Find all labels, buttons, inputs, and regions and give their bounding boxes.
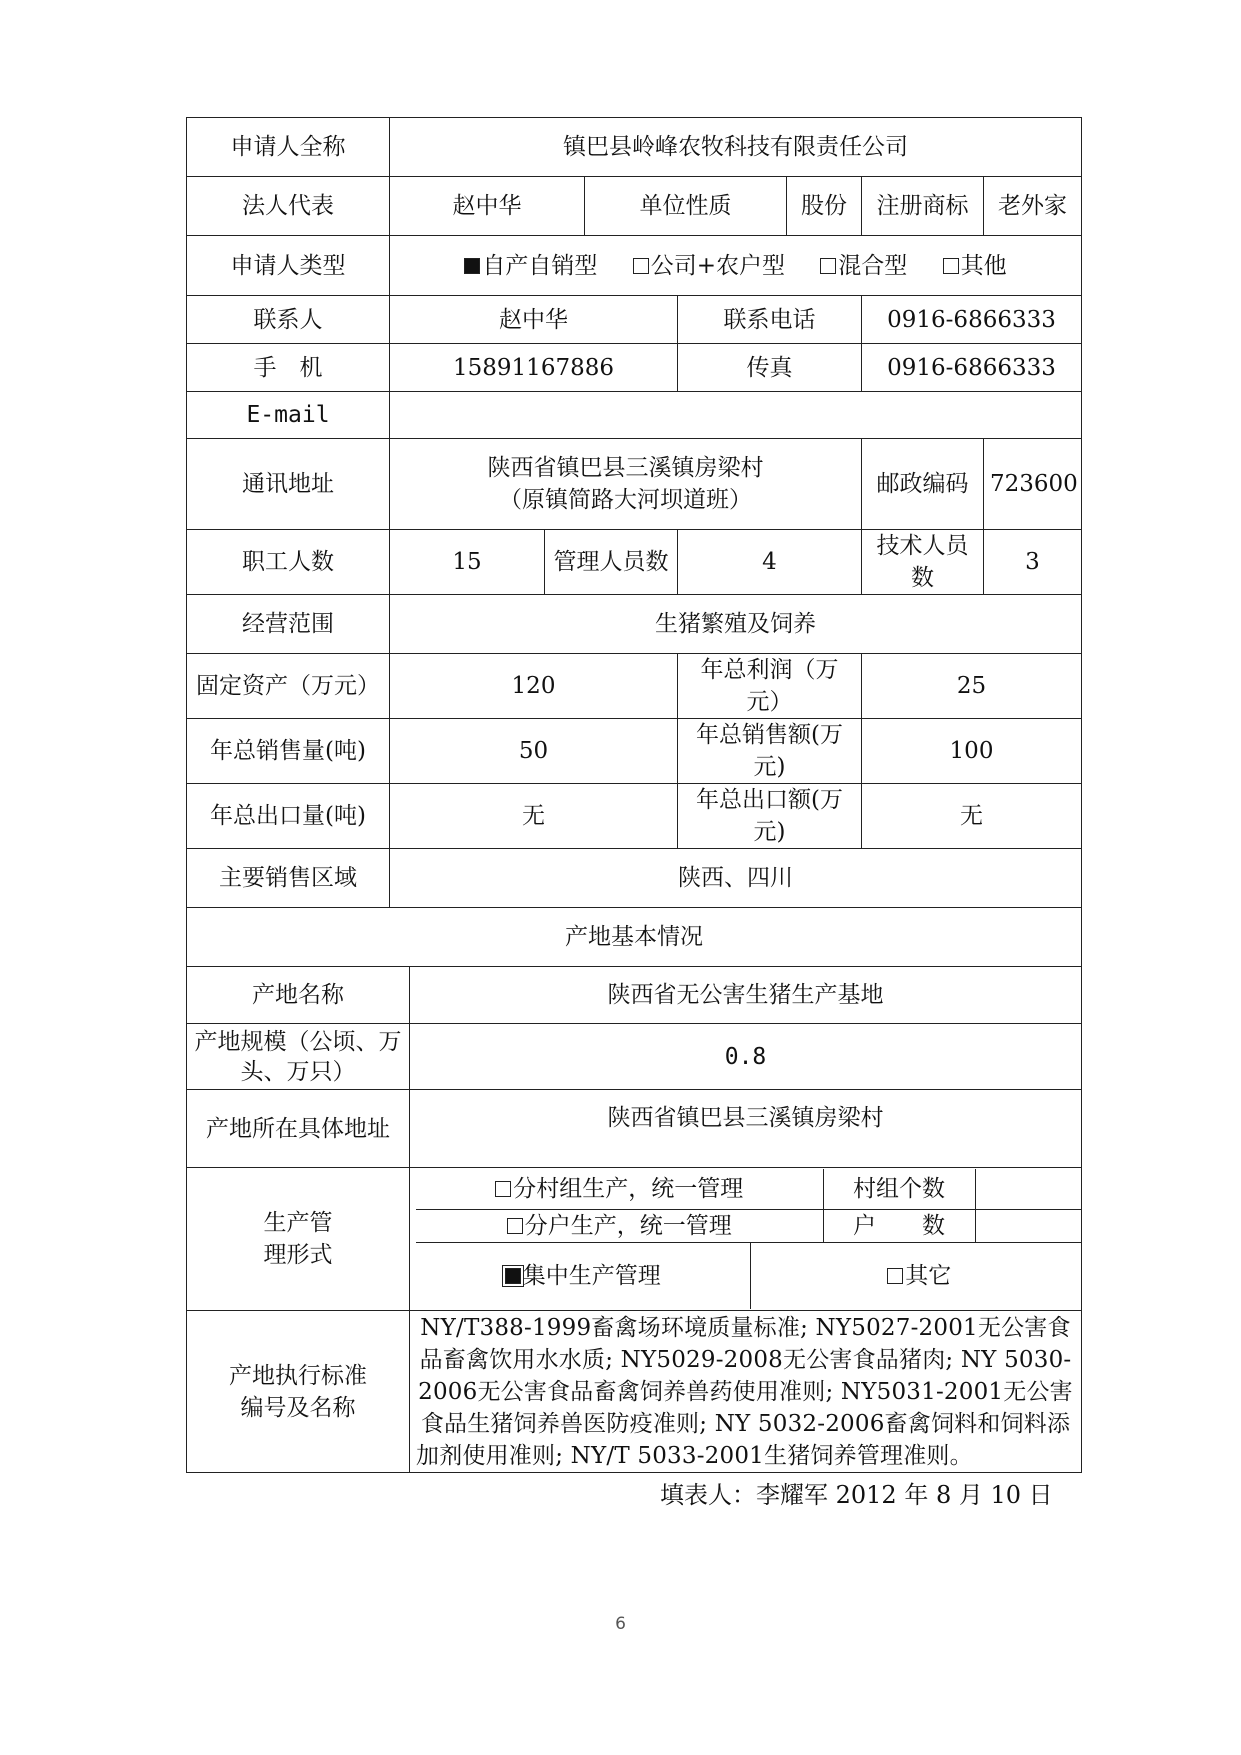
phone-label: 联系电话 [678, 296, 862, 344]
option-centralized[interactable] [416, 1243, 750, 1309]
village-count-value [975, 1169, 1082, 1210]
address-label: 通讯地址 [187, 439, 390, 530]
scope-value: 生猪繁殖及饲养 [390, 595, 1082, 654]
staff-value: 15 [390, 530, 545, 595]
sales-amount-label: 年总销售额(万元) [678, 719, 862, 784]
production-options-table [416, 1169, 1082, 1310]
export-value: 无 [390, 784, 678, 849]
fax-value: 0916-6866333 [862, 344, 1082, 392]
row-contact [187, 296, 1082, 344]
legal-rep-value: 赵中华 [390, 177, 585, 236]
option-other-mode[interactable] [750, 1243, 1082, 1309]
checkbox-other[interactable] [943, 258, 959, 274]
origin-address-label: 产地所在具体地址 [187, 1090, 410, 1168]
row-sales [187, 719, 1082, 784]
option-village-group-label: 分村组生产，统一管理 [513, 1176, 744, 1202]
checkbox-mixed[interactable] [820, 258, 836, 274]
checkbox-self-sale[interactable] [464, 258, 480, 274]
email-label: E-mail [187, 392, 390, 439]
origin-scale-label: 产地规模（公顷、万头、万只） [187, 1024, 410, 1090]
option-mixed-label: 混合型 [838, 252, 908, 279]
row-region [187, 849, 1082, 908]
origin-name-label: 产地名称 [187, 967, 410, 1024]
email-value [390, 392, 1082, 439]
option-household-label: 分户生产，统一管理 [524, 1213, 732, 1240]
row-address [187, 439, 1082, 530]
assets-value: 120 [390, 654, 678, 719]
option-company-farmer[interactable] [633, 253, 785, 279]
row-assets [187, 654, 1082, 719]
row-applicant [187, 118, 1082, 177]
row-export [187, 784, 1082, 849]
option-company-farmer-label: 公司+农户型 [650, 252, 785, 279]
trademark-value: 老外家 [984, 177, 1082, 236]
row-standards [187, 1311, 1082, 1473]
option-other-mode-label: 其它 [905, 1263, 952, 1290]
standards-text: NY/T388-1999畜禽场环境质量标准; NY5027-2001无公害食品畜禽饮用水水质; NY5029-2008无公害食品猪肉; NY 5030-2006无公害食品畜禽饲养兽药使用准则; NY5031-2001无公害食品生猪饲养兽医防疫准则; NY 5032-2006畜禽饲料和饲料添加剂使用准则; NY/T 5033-2001生猪饲养管理准则。 [410, 1311, 1082, 1473]
standards-label: 产地执行标准编号及名称 [229, 1362, 367, 1421]
village-count-label: 村组个数 [823, 1169, 975, 1210]
staff-label: 职工人数 [187, 530, 390, 595]
option-household[interactable] [416, 1210, 823, 1243]
row-legal-rep [187, 177, 1082, 236]
row-staff [187, 530, 1082, 595]
production-label-cell [187, 1168, 410, 1311]
household-count-value [975, 1210, 1082, 1243]
production-row-village [416, 1169, 1082, 1210]
mgmt-value: 4 [678, 530, 862, 595]
row-origin-scale [187, 1024, 1082, 1090]
fax-label: 传真 [678, 344, 862, 392]
phone-value: 0916-6866333 [862, 296, 1082, 344]
applicant-type-options [390, 236, 1082, 296]
production-label: 生产管理形式 [263, 1210, 333, 1268]
row-applicant-type [187, 236, 1082, 296]
option-mixed[interactable] [820, 253, 907, 279]
production-row-household [416, 1210, 1082, 1243]
row-mobile [187, 344, 1082, 392]
tech-value: 3 [984, 530, 1082, 595]
option-centralized-label: 集中生产管理 [522, 1263, 661, 1290]
production-options-cell [410, 1168, 1082, 1311]
contact-label: 联系人 [187, 296, 390, 344]
applicant-value: 镇巴县岭峰农牧科技有限责任公司 [390, 118, 1082, 177]
page-number: 6 [615, 1614, 626, 1634]
option-village-group[interactable] [416, 1169, 823, 1210]
production-mode-cell [416, 1243, 1082, 1310]
row-origin-name [187, 967, 1082, 1024]
region-label: 主要销售区域 [187, 849, 390, 908]
origin-name-value: 陕西省无公害生猪生产基地 [410, 967, 1082, 1024]
export-amount-value: 无 [862, 784, 1082, 849]
export-label: 年总出口量(吨) [187, 784, 390, 849]
scope-label: 经营范围 [187, 595, 390, 654]
postal-label: 邮政编码 [862, 439, 984, 530]
address-value [390, 439, 862, 530]
checkbox-other-mode[interactable] [887, 1268, 903, 1284]
region-value: 陕西、四川 [390, 849, 1082, 908]
option-other-label: 其他 [960, 252, 1007, 279]
trademark-label: 注册商标 [862, 177, 984, 236]
standards-label-cell [187, 1311, 410, 1473]
tech-label: 技术人员数 [862, 530, 984, 595]
mgmt-label: 管理人员数 [545, 530, 678, 595]
export-amount-label: 年总出口额(万元) [678, 784, 862, 849]
unit-nature-label: 单位性质 [585, 177, 787, 236]
section-title: 产地基本情况 [187, 908, 1082, 967]
row-section-title [187, 908, 1082, 967]
profit-label: 年总利润（万元） [678, 654, 862, 719]
contact-value: 赵中华 [390, 296, 678, 344]
applicant-type-label: 申请人类型 [187, 236, 390, 296]
filled-by: 填表人：李耀军 2012 年 8 月 10 日 [660, 1481, 1053, 1509]
origin-address-value: 陕西省镇巴县三溪镇房梁村 [410, 1090, 1082, 1168]
checkbox-company-farmer[interactable] [633, 258, 649, 274]
row-scope [187, 595, 1082, 654]
checkbox-village-group[interactable] [495, 1181, 511, 1197]
sales-amount-value: 100 [862, 719, 1082, 784]
origin-scale-value: 0.8 [410, 1024, 1082, 1090]
row-email [187, 392, 1082, 439]
postal-value: 723600 [984, 439, 1082, 530]
mobile-value: 15891167886 [390, 344, 678, 392]
profit-value: 25 [862, 654, 1082, 719]
mobile-label: 手 机 [187, 344, 390, 392]
application-form-table [186, 117, 1082, 1473]
address-line2: （原镇简路大河坝道班） [499, 487, 752, 513]
household-count-label: 户 数 [823, 1210, 975, 1243]
address-line1: 陕西省镇巴县三溪镇房梁村 [487, 455, 764, 481]
row-production [187, 1168, 1082, 1311]
assets-label: 固定资产（万元） [187, 654, 390, 719]
option-self-sale-label: 自产自销型 [482, 252, 598, 279]
production-row-mode [416, 1243, 1082, 1310]
applicant-label: 申请人全称 [187, 118, 390, 177]
unit-nature-value: 股份 [787, 177, 862, 236]
production-mode-table [416, 1243, 1082, 1309]
row-origin-address [187, 1090, 1082, 1168]
sales-label: 年总销售量(吨) [187, 719, 390, 784]
checkbox-centralized[interactable] [505, 1268, 521, 1284]
option-self-sale[interactable] [464, 253, 597, 279]
option-other[interactable] [943, 253, 1007, 279]
sales-value: 50 [390, 719, 678, 784]
checkbox-household[interactable] [507, 1218, 523, 1234]
legal-rep-label: 法人代表 [187, 177, 390, 236]
